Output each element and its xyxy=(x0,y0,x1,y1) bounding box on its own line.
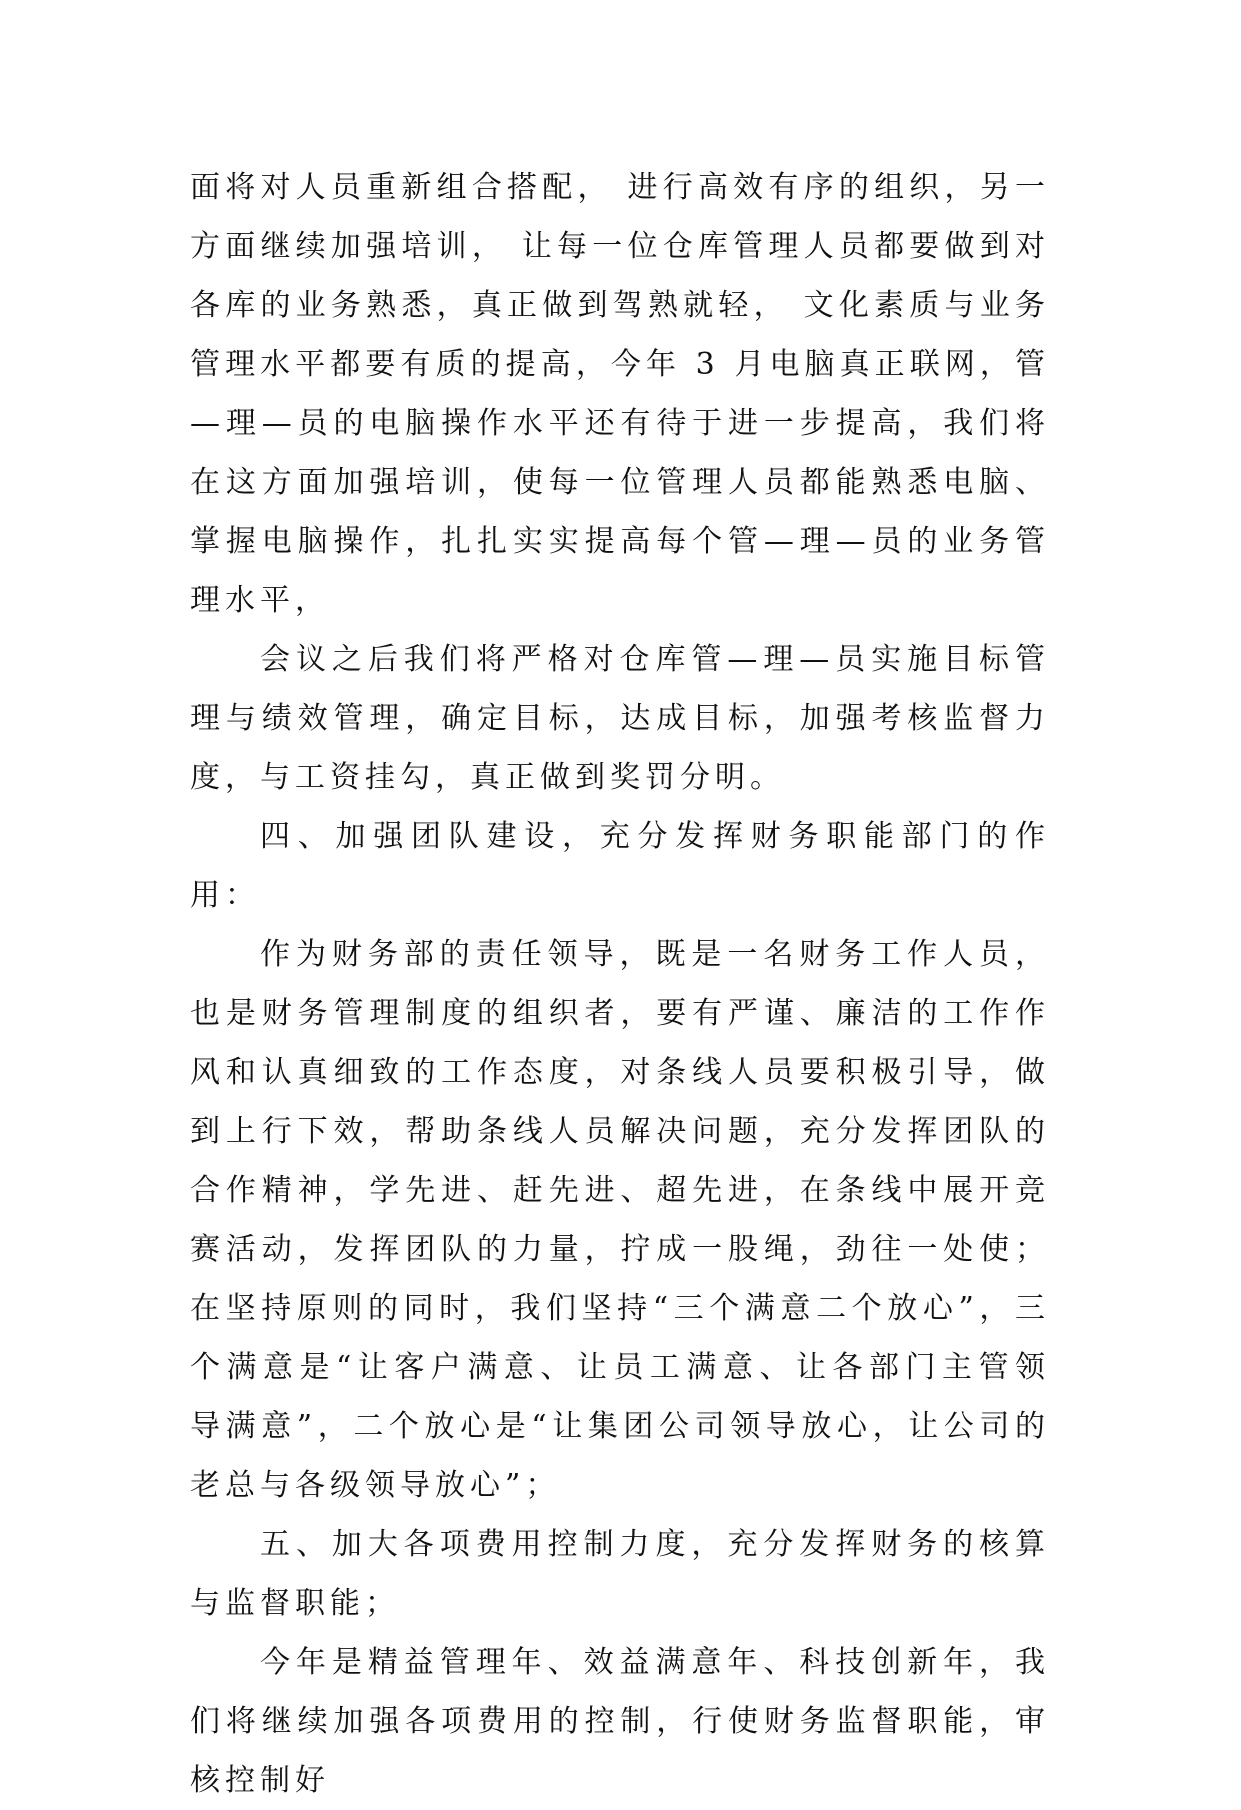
section-heading-four: 四、加强团队建设，充分发挥财务职能部门的作用： xyxy=(190,819,1050,913)
paragraph-1: 面将对人员重新组合搭配， 进行高效有序的组织，另一方面继续加强培训， 让每一位仓库管理人员都要做到对各库的业务熟悉，真正做到驾熟就轻， 文化素质与业务管理水平都要有质的提高，今年 3 月电脑真正联网，管—理—员的电脑操作水平还有待于进一步提高，我们将在这方面加强培训，使每一位管理人员都能熟悉电脑、掌握电脑操作，扎扎实实提高每个管—理—员的业务管理水平， xyxy=(190,170,1050,618)
paragraph-2: 会议之后我们将严格对仓库管—理—员实施目标管理与绩效管理，确定目标，达成目标，加强考核监督力度，与工资挂勾，真正做到奖罚分明。 xyxy=(190,642,1050,795)
paragraph-4: 今年是精益管理年、效益满意年、科技创新年，我们将继续加强各项费用的控制，行使财务监督职能，审核控制好 xyxy=(190,1645,1050,1798)
document-body xyxy=(190,158,1050,1810)
paragraph-3: 作为财务部的责任领导，既是一名财务工作人员，也是财务管理制度的组织者，要有严谨、廉洁的工作作风和认真细致的工作态度，对条线人员要积极引导，做到上行下效，帮助条线人员解决问题，充分发挥团队的合作精神，学先进、赶先进、超先进，在条线中展开竞赛活动，发挥团队的力量，拧成一股绳，劲往一处使；在坚持原则的同时，我们坚持“三个满意二个放心”，三个满意是“让客户满意、让员工满意、让各部门主管领导满意”，二个放心是“让集团公司领导放心，让公司的老总与各级领导放心”； xyxy=(190,937,1050,1503)
section-heading-five: 五、加大各项费用控制力度，充分发挥财务的核算与监督职能； xyxy=(190,1527,1050,1621)
